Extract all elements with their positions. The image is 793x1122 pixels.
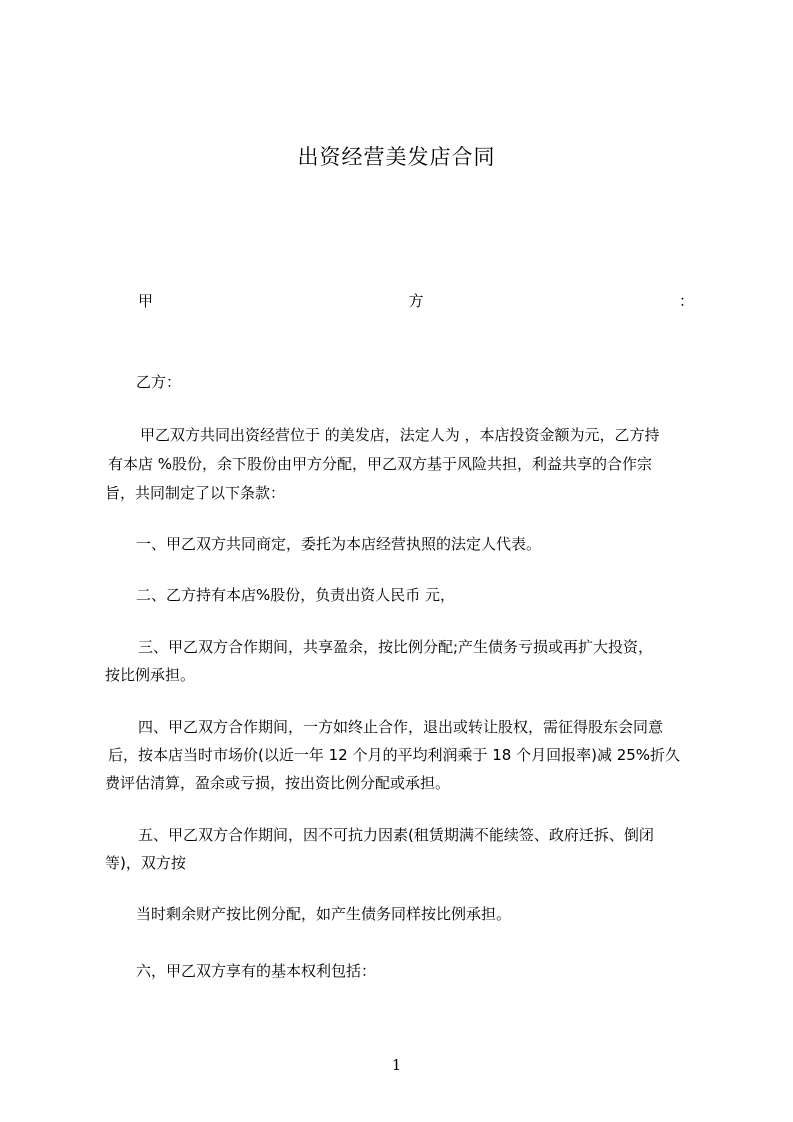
clause-4-line-2: 后，按本店当时市场价(以近一年 12 个月的平均利润乘于 18 个月回报率)减 25%折久	[108, 746, 681, 764]
clause-5-line-2: 等)，双方按	[105, 854, 186, 872]
party-a-char-2: 方	[408, 292, 424, 310]
party-a-line	[138, 290, 694, 312]
clause-4-line-3: 费评估清算，盈余或亏损，按出资比例分配或承担。	[105, 774, 451, 792]
intro-line-1: 甲乙双方共同出资经营位于 的美发店，法定人为 ，本店投资金额为元，乙方持	[140, 426, 660, 444]
clause-5-line-1: 五、甲乙双方合作期间，因不可抗力因素(租赁期满不能续签、政府迁拆、倒闭	[138, 826, 654, 844]
page-number: 1	[391, 1056, 402, 1074]
party-b-line: 乙方：	[136, 373, 182, 391]
clause-4-line-1: 四、甲乙双方合作期间，一方如终止合作，退出或转让股权，需征得股东会同意	[138, 718, 664, 736]
clause-3-line-2: 按比例承担。	[105, 666, 196, 684]
clause-6: 六，甲乙双方享有的基本权利包括：	[136, 962, 377, 980]
contract-title: 出资经营美发店合同	[297, 145, 496, 169]
party-a-char-1: 甲	[138, 292, 154, 310]
party-a-colon: ：	[678, 292, 694, 310]
intro-line-3: 旨，共同制定了以下条款：	[105, 484, 286, 502]
clause-3-line-1: 三、甲乙双方合作期间，共享盈余，按比例分配;产生债务亏损或再扩大投资，	[138, 638, 654, 656]
intro-line-2: 有本店 %股份，余下股份由甲方分配，甲乙双方基于风险共担，利益共享的合作宗	[108, 455, 653, 473]
clause-5-continuation: 当时剩余财产按比例分配，如产生债务同样按比例承担。	[136, 905, 512, 923]
clause-2: 二、乙方持有本店%股份，负责出资人民币 元，	[136, 586, 456, 604]
clause-1: 一、甲乙双方共同商定，委托为本店经营执照的法定人代表。	[136, 535, 542, 553]
